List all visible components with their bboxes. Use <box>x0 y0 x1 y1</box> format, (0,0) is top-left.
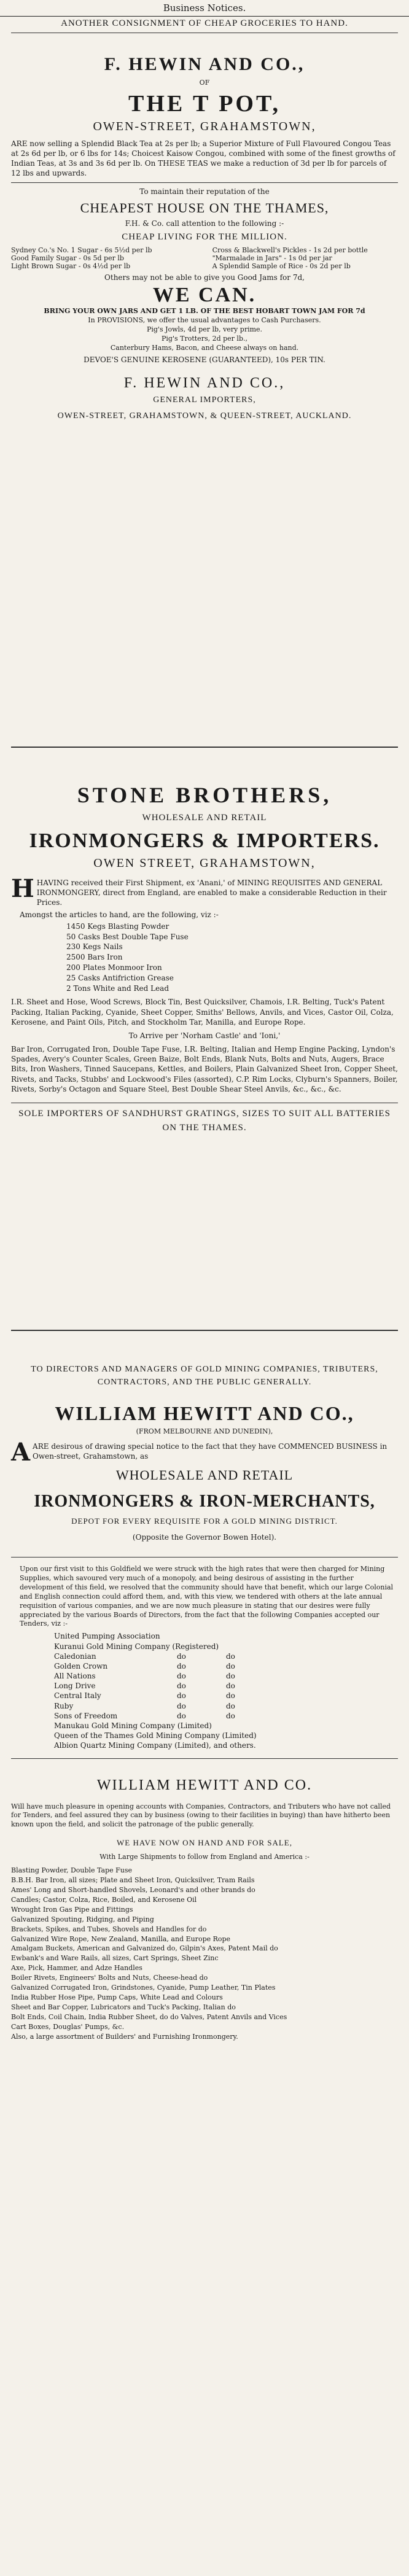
stock-item: Galvanized Wire Rope, New Zealand, Manilla, and Europe Rope <box>11 1934 231 1943</box>
company-row <box>54 1642 398 1651</box>
hewin-advertisement <box>11 18 398 421</box>
stock-item: Boiler Rivets, Engineers' Bolts and Nuts, Cheese-head do <box>11 1974 208 1982</box>
ad1-intro: ARE now selling a Splendid Black Tea at 2s per lb; a Superior Mixture of Full Flavoured Congou Teas at 2s 6d per lb, or 6 lbs for 14s; Choicest Kaisow Congou, combined with some of the finest growths of Indian Teas, at 3s and 3s 6d per lb. On THESE TEAS we make a reduction of 3d per lb for parcels of 12 lbs and upwards. <box>11 139 395 178</box>
ad3-depot: DEPOT FOR EVERY REQUISITE FOR A GOLD MINING DISTRICT. <box>71 1516 338 1526</box>
ditto: do <box>177 1672 186 1681</box>
ad1-maintain: To maintain their reputation of the <box>139 187 270 196</box>
price-line: A Splendid Sample of Rice - 0s 2d per lb <box>212 262 351 270</box>
ad3-intro: AARE desirous of drawing special notice to the fact that they have COMMENCED BUSINESS in Owen-street, Grahamstown, as <box>11 1437 388 1467</box>
company-row <box>54 1661 398 1671</box>
ad3-companies <box>11 1631 398 1750</box>
company-row <box>54 1651 398 1661</box>
company-row <box>54 1711 398 1721</box>
ad2-wholesale: WHOLESALE AND RETAIL <box>142 813 267 823</box>
ad1-right-column <box>212 246 398 270</box>
ditto: do <box>226 1691 235 1701</box>
ad1-pigs-b: Pig's Trotters, 2d per lb., <box>162 334 247 343</box>
ad1-price-columns <box>11 246 398 270</box>
stock-item: Also, a large assortment of Builders' and Furnishing Ironmongery. <box>11 2032 238 2041</box>
company-row <box>54 1671 398 1681</box>
ad1-cheap-living: CHEAP LIVING FOR THE MILLION. <box>122 231 287 242</box>
ad3-to: TO DIRECTORS AND MANAGERS OF GOLD MINING COMPANIES, TRIBUTERS, CONTRACTORS, AND THE PUBLIC GENERALLY. <box>31 1365 378 1387</box>
ad2-intro-text: HAVING received their First Shipment, ex 'Anani,' of MINING REQUISITES AND GENERAL IRONMONGERY, direct from England, are enabled to make a considerable Reduction in their Prices. <box>36 879 387 907</box>
ad3-body: Upon our first visit to this Goldfield we were struck with the high rates that were then charged for Mining Supplies, which savoured very much of a monopoly, and being desirous of assisting in the further development of this field, we resolved that the community should have that benefit, which our large Colonial and English connection could afford them, and, with this view, we tendered with others at the late annual requisition of various companies, and we are now much pleasure in stating that our desires were fully appreciated by the various Boards of Directors, from the fact that the following Companies accepted our Tenders, viz :- <box>20 1565 394 1628</box>
ad2-amongst: Amongst the articles to hand, are the following, viz :- <box>20 910 219 919</box>
ad1-pigs-a: Pig's Jowls, 4d per lb, very prime. <box>146 325 263 333</box>
ad1-address: OWEN-STREET, GRAHAMSTOWN, <box>93 119 316 133</box>
stock-item: Ewbank's and Ware Rails, all sizes, Cart Springs, Sheet Zinc <box>11 1954 219 1963</box>
company-row <box>54 1691 398 1701</box>
ditto: do <box>226 1711 235 1720</box>
ad1-firm2: F. HEWIN AND CO., <box>123 374 286 391</box>
ad3-intro-text: ARE desirous of drawing special notice to the fact that they have COMMENCED BUSINESS in Owen-street, Grahamstown, as <box>33 1441 388 1461</box>
ad1-attention: F.H. & Co. call attention to the following :- <box>125 219 284 228</box>
stock-item: Blasting Powder, Double Tape Fuse <box>11 1866 133 1874</box>
ad1-headline: ANOTHER CONSIGNMENT OF CHEAP GROCERIES TO HAND. <box>61 18 348 28</box>
stock-item: Galvanized Corrugated Iron, Grindstones, Cyanide, Pump Leather, Tin Plates <box>11 1984 276 1992</box>
company-name: Golden Crown <box>54 1661 108 1670</box>
company-name: Ruby <box>54 1701 74 1710</box>
company-name: Manukau Gold Mining Company (Limited) <box>54 1721 212 1730</box>
ditto: do <box>226 1661 235 1670</box>
list-item: 25 Casks Antifriction Grease <box>66 973 174 982</box>
price-line: Sydney Co.'s No. 1 Sugar - 6s 5½d per lb <box>11 246 152 254</box>
price-line: Good Family Sugar - 0s 5d per lb <box>11 254 124 262</box>
ad1-of: OF <box>199 79 210 87</box>
divider <box>11 1330 398 1331</box>
hewitt-advertisement <box>11 1326 398 2042</box>
ditto: do <box>177 1711 186 1720</box>
divider <box>11 182 398 183</box>
ad2-sole: SOLE IMPORTERS OF SANDHURST GRATINGS, SIZES TO SUIT ALL BATTERIES ON THE THAMES. <box>18 1109 391 1133</box>
ad1-provisions: In PROVISIONS, we offer the usual advantages to Cash Purchasers. <box>88 316 321 324</box>
ad1-bring: BRING YOUR OWN JARS AND GET 1 LB. OF THE BEST HOBART TOWN JAM FOR 7d <box>44 307 365 316</box>
list-item: 230 Kegs Nails <box>66 942 123 952</box>
ad3-firm: WILLIAM HEWITT AND CO., <box>55 1402 354 1424</box>
stock-item: Galvanized Spouting, Ridging, and Piping <box>11 1915 154 1923</box>
company-row <box>54 1721 398 1731</box>
list-item: 200 Plates Monmoor Iron <box>66 963 162 972</box>
company-name: Caledonian <box>54 1651 96 1661</box>
ditto: do <box>226 1682 235 1691</box>
company-name: Sons of Freedom <box>54 1711 118 1720</box>
stock-item: Wrought Iron Gas Pipe and Fittings <box>11 1905 133 1914</box>
list-item: 2 Tons White and Red Lead <box>66 983 169 993</box>
ad1-address2: OWEN-STREET, GRAHAMSTOWN, & QUEEN-STREET, AUCKLAND. <box>57 411 352 421</box>
ad3-opposite: (Opposite the Governor Bowen Hotel). <box>132 1533 277 1542</box>
company-row <box>54 1701 398 1711</box>
ad1-importers: GENERAL IMPORTERS, <box>153 395 256 405</box>
divider <box>11 747 398 748</box>
company-name: Central Italy <box>54 1691 101 1701</box>
ad2-ironmongers: IRONMONGERS & IMPORTERS. <box>29 829 380 852</box>
ad1-firm: F. HEWIN AND CO., <box>104 54 305 74</box>
company-name: Queen of the Thames Gold Mining Company (Limited) <box>54 1731 257 1740</box>
stock-item: Candles; Castor, Colza, Rice, Boiled, and Kerosene Oil <box>11 1895 197 1904</box>
list-item: 1450 Kegs Blasting Powder <box>66 921 169 931</box>
stock-item: Brackets, Spikes, and Tubes, Shovels and Handles for do <box>11 1925 207 1933</box>
ad3-ironmongers: IRONMONGERS & IRON-MERCHANTS, <box>34 1492 375 1511</box>
company-row <box>54 1740 398 1750</box>
ad2-body2: Bar Iron, Corrugated Iron, Double Tape Fuse, I.R. Belting, Italian and Hemp Engine Packing, Lyndon's Spades, Avery's Counter Scales, Green Baize, Bolt Ends, Blank Nuts, Bolts and Nuts, Augers, Brace Bits, Iron Washers, Tinned Saucepans, Kettles, and Boilers, Plain Galvanized Sheet Iron, Copper Sheet, Rivets, and Tacks, Stubbs' and Lockwood's Files (assorted), C.P. Rim Locks, Clyburn's Spanners, Boiler, Rivets, Sorby's Octagon and Square Steel, Best Double Shear Steel Anvils, &c., &c., &c. <box>11 1045 398 1093</box>
stock-item: Axe, Pick, Hammer, and Adze Handles <box>11 1964 142 1973</box>
stock-item: Cart Boxes, Douglas' Pumps, &c. <box>11 2022 125 2031</box>
stock-item: Ames' Long and Short-handled Shovels, Leonard's and other brands do <box>11 1885 255 1894</box>
list-item: 2500 Bars Iron <box>66 953 123 962</box>
company-row <box>54 1731 398 1740</box>
ditto: do <box>177 1682 186 1691</box>
ad2-item-list <box>11 921 398 994</box>
ad1-others: Others may not be able to give you Good Jams for 7d, <box>104 273 305 282</box>
ditto: do <box>177 1661 186 1670</box>
price-line: "Marmalade in Jars" - 1s 0d per jar <box>212 254 332 262</box>
company-row <box>54 1631 398 1641</box>
ad3-stock-list <box>11 1866 398 2042</box>
price-line: Light Brown Sugar - 0s 4½d per lb <box>11 262 131 270</box>
company-name: Kuranui Gold Mining Company (Registered) <box>54 1642 219 1651</box>
ad1-pot-name: THE T POT, <box>128 90 281 117</box>
stock-item: B.B.H. Bar Iron, all sizes; Plate and Sheet Iron, Quicksilver, Tram Rails <box>11 1876 255 1884</box>
ad3-body2: Will have much pleasure in opening accounts with Companies, Contractors, and Tributers who have not called for Tenders, and feel assured they can by business (owing to their facilities in buying) than have hitherto been known upon the field, and solicit the patronage of the public generally. <box>11 1802 391 1829</box>
ad1-devoes: DEVOE'S GENUINE KEROSENE (GUARANTEED), 10s PER TIN. <box>84 355 325 365</box>
ad2-firm: STONE BROTHERS, <box>77 783 332 807</box>
ad2-address: OWEN STREET, GRAHAMSTOWN, <box>93 856 316 870</box>
ditto: do <box>226 1651 235 1661</box>
company-name: All Nations <box>54 1672 96 1681</box>
divider <box>11 1557 398 1558</box>
ditto: do <box>177 1651 186 1661</box>
ad3-large: With Large Shipments to follow from England and America :- <box>99 1853 310 1861</box>
list-item: 50 Casks Best Double Tape Fuse <box>66 932 189 941</box>
divider <box>11 1758 398 1759</box>
company-name: United Pumping Association <box>54 1632 160 1641</box>
ad1-cheapest: CHEAPEST HOUSE ON THE THAMES, <box>80 200 329 215</box>
ad1-canterbury: Canterbury Hams, Bacon, and Cheese always on hand. <box>110 343 299 352</box>
section-header: Business Notices. <box>0 0 409 17</box>
price-line: Cross & Blackwell's Pickles - 1s 2d per bottle <box>212 246 368 254</box>
ad2-body1: I.R. Sheet and Hose, Wood Screws, Block Tin, Best Quicksilver, Chamois, I.R. Belting, Tuck's Patent Packing, Italian Packing, Cyanide, Sheet Copper, Smiths' Bellows, Anvils, and Vices, Castor Oil, Colza, Kerosene, and Paint Oils, Pitch, and Stockholm Tar, Manilla, and Europe Rope. <box>11 998 394 1026</box>
company-row <box>54 1681 398 1691</box>
ad3-wholesale: WHOLESALE AND RETAIL <box>115 1467 294 1483</box>
stock-item: Bolt Ends, Coil Chain, India Rubber Sheet, do do Valves, Patent Anvils and Vices <box>11 2013 287 2021</box>
ad1-left-column <box>11 246 197 270</box>
company-name: Long Drive <box>54 1682 96 1691</box>
stock-item: Amalgam Buckets, American and Galvanized do, Gilpin's Axes, Patent Mail do <box>11 1944 278 1953</box>
ad3-firm2: WILLIAM HEWITT AND CO. <box>96 1777 313 1793</box>
stone-brothers-advertisement <box>11 743 398 1135</box>
stock-item: Sheet and Bar Copper, Lubricators and Tuck's Packing, Italian do <box>11 2003 236 2012</box>
stock-item: India Rubber Hose Pipe, Pump Caps, White Lead and Colours <box>11 1993 223 2002</box>
ad2-to-arrive: To Arrive per 'Norham Castle' and 'Ioni,' <box>128 1031 281 1040</box>
ad3-now-on-hand: WE HAVE NOW ON HAND AND FOR SALE, <box>116 1838 293 1848</box>
ditto: do <box>226 1672 235 1681</box>
ditto: do <box>177 1691 186 1701</box>
ad1-we-can: WE CAN. <box>152 284 257 307</box>
ad3-from: (FROM MELBOURNE AND DUNEDIN), <box>136 1427 273 1435</box>
ad2-intro: HHAVING received their First Shipment, ex 'Anani,' of MINING REQUISITES AND GENERAL IRONMONGERY, direct from England, are enabled to make a considerable Reduction in their Prices. <box>11 874 387 907</box>
company-name: Albion Quartz Mining Company (Limited), and others. <box>54 1741 256 1750</box>
ditto: do <box>177 1701 186 1710</box>
ditto: do <box>226 1701 235 1710</box>
